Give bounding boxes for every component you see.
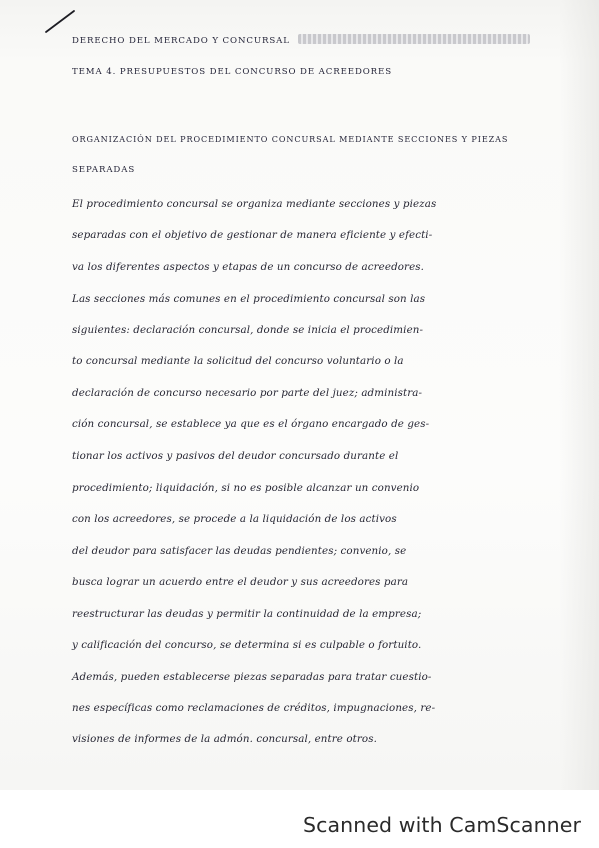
header-topic: TEMA 4. PRESUPUESTOS DEL CONCURSO DE ACREEDORES: [72, 67, 393, 77]
section-title: ORGANIZACIÓN DEL PROCEDIMIENTO CONCURSAL MEDIANTE SECCIONES Y PIEZAS: [72, 134, 509, 144]
body-line: del deudor para satisfacer las deudas pendientes; convenio, se: [72, 545, 407, 557]
body-line: reestructurar las deudas y permitir la continuidad de la empresa;: [72, 608, 422, 620]
body-line: ción concursal, se establece ya que es el órgano encargado de ges-: [72, 418, 430, 430]
section-title-continued: SEPARADAS: [72, 165, 136, 175]
camscanner-watermark: Scanned with CamScanner: [303, 813, 581, 837]
body-line: separadas con el objetivo de gestionar de manera eficiente y efecti-: [72, 229, 433, 241]
header-subject: DERECHO DEL MERCADO Y CONCURSAL: [72, 36, 290, 46]
page-edge-shadow: [559, 0, 599, 790]
crossed-out-scribble: [298, 34, 530, 44]
body-line: visiones de informes de la admón. concursal, entre otros.: [72, 733, 377, 745]
body-line: siguientes: declaración concursal, donde se inicia el procedimien-: [72, 324, 424, 336]
body-line: busca lograr un acuerdo entre el deudor y sus acreedores para: [72, 576, 409, 588]
body-line: con los acreedores, se procede a la liquidación de los activos: [72, 513, 397, 525]
body-line: procedimiento; liquidación, si no es posible alcanzar un convenio: [72, 482, 420, 494]
body-line: y calificación del concurso, se determina si es culpable o fortuito.: [72, 639, 422, 651]
body-line: va los diferentes aspectos y etapas de un concurso de acreedores.: [72, 261, 425, 273]
body-line: Además, pueden establecerse piezas separadas para tratar cuestio-: [72, 671, 432, 683]
body-line: El procedimiento concursal se organiza mediante secciones y piezas: [72, 198, 437, 210]
body-line: tionar los activos y pasivos del deudor concursado durante el: [72, 450, 399, 462]
body-line: nes específicas como reclamaciones de créditos, impugnaciones, re-: [72, 702, 436, 714]
pen-slash-mark: [44, 8, 76, 34]
body-line: declaración de concurso necesario por parte del juez; administra-: [72, 387, 423, 399]
body-line: to concursal mediante la solicitud del concurso voluntario o la: [72, 355, 404, 367]
body-line: Las secciones más comunes en el procedimiento concursal son las: [72, 293, 426, 305]
